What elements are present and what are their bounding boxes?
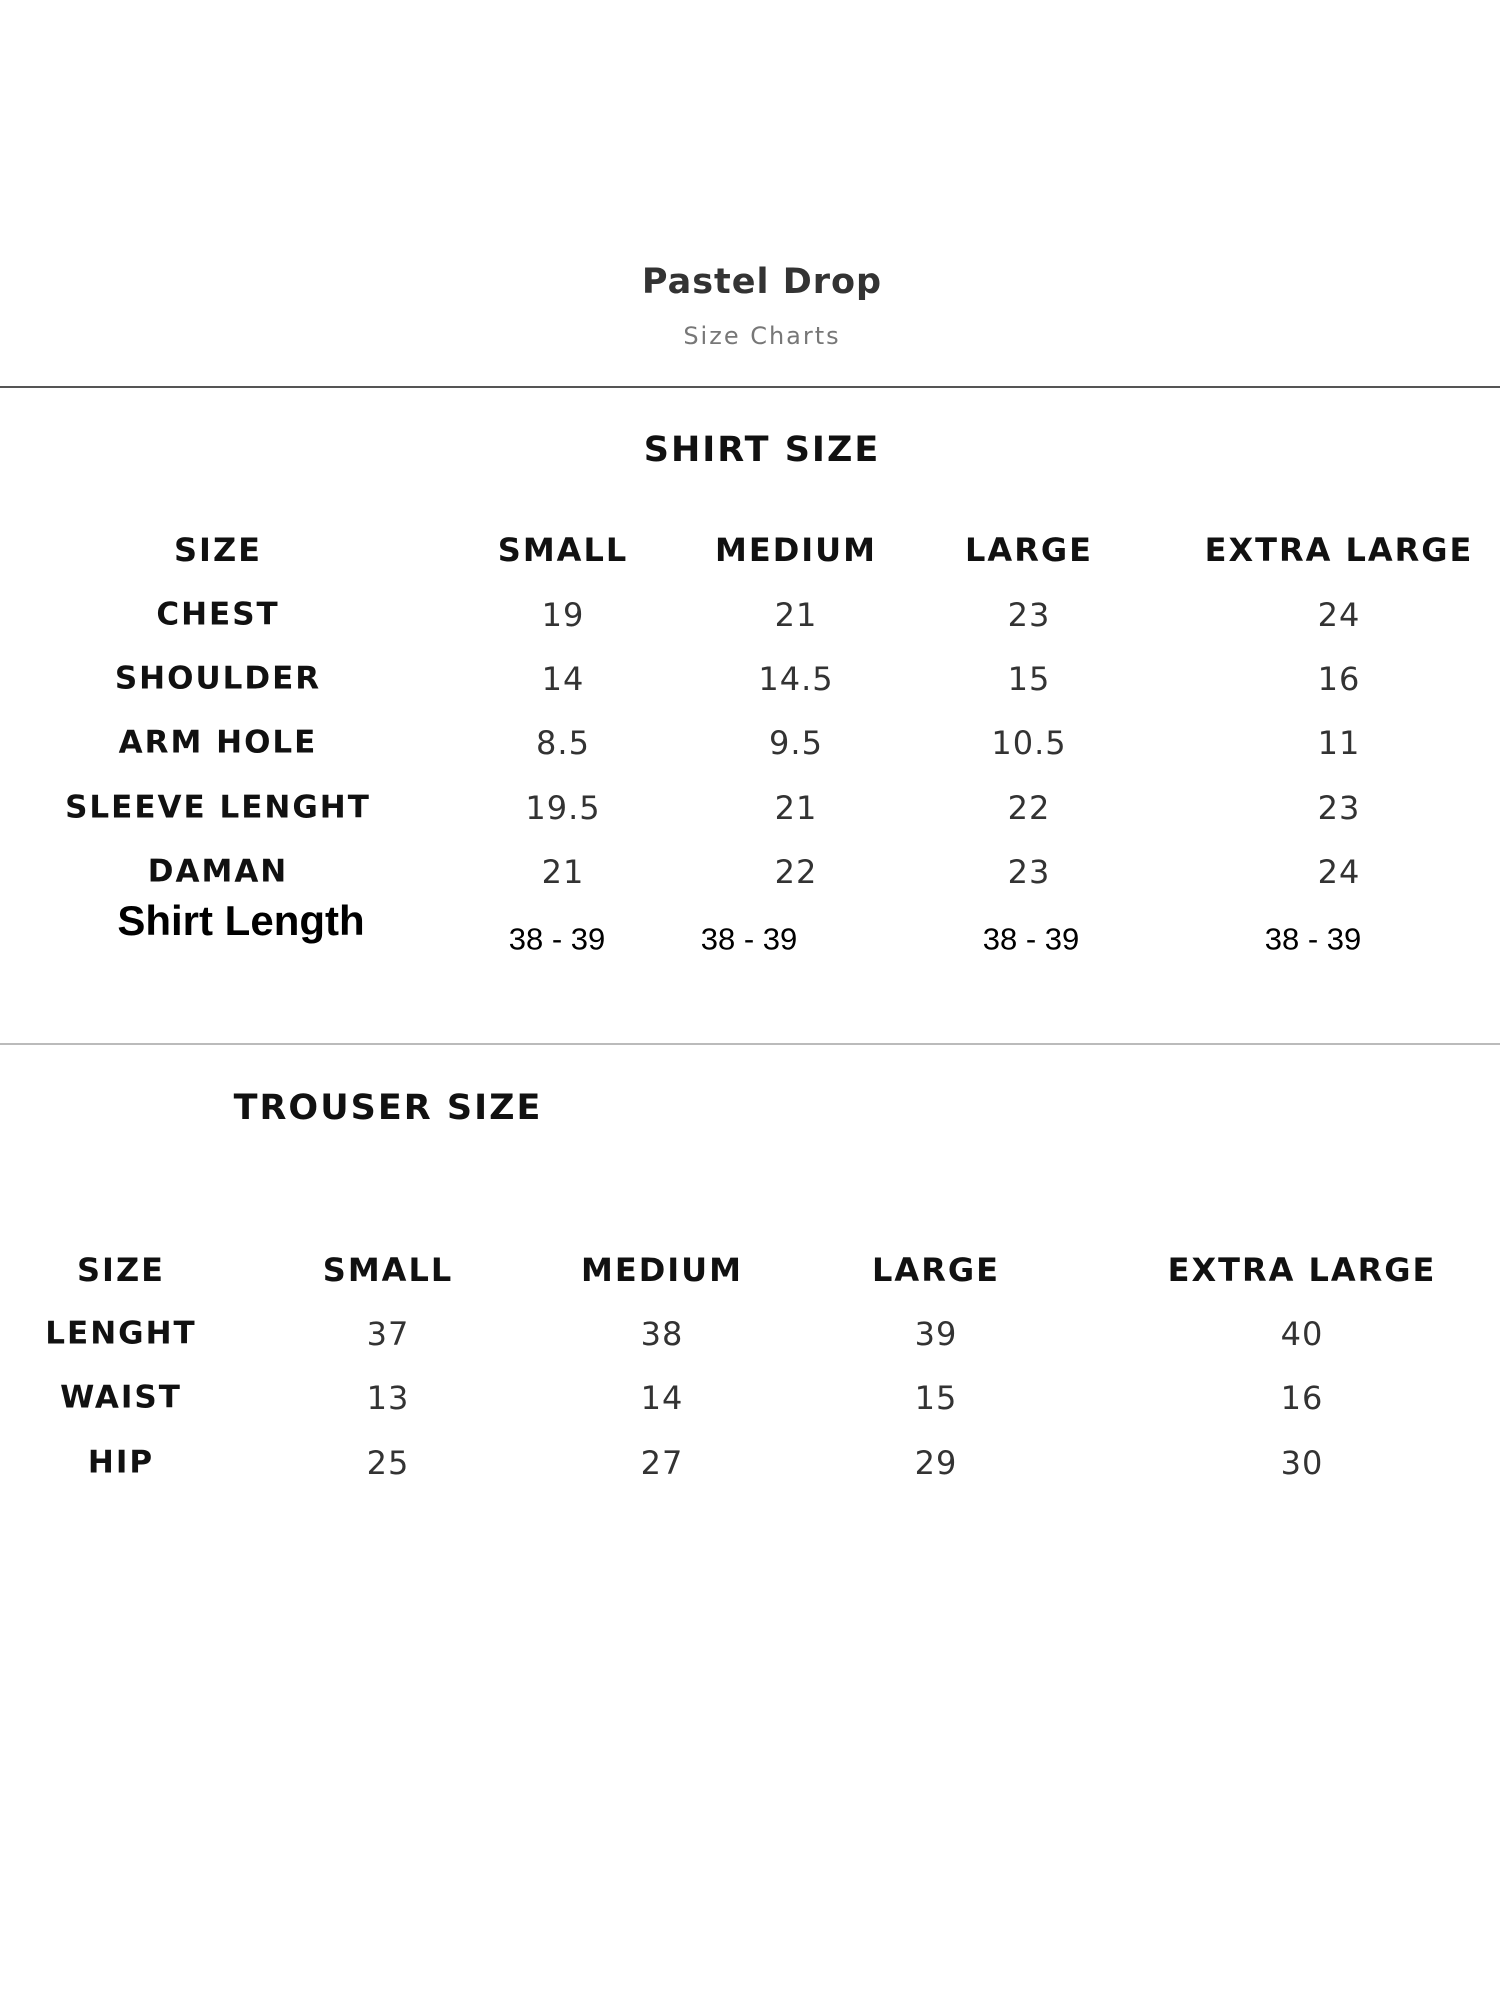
cell-value: 39 [914,1315,958,1353]
trouser-col-header-large: LARGE [872,1251,1000,1289]
cell-value: 16 [1280,1379,1324,1417]
cell-value: 10.5 [991,724,1067,762]
shirt-size-title: SHIRT SIZE [643,430,881,470]
trouser-col-header-medium: MEDIUM [581,1251,743,1289]
cell-value: 23 [1317,789,1361,827]
trouser-col-header-size: SIZE [76,1251,166,1289]
trouser-col-header-extra-large: EXTRA LARGE [1167,1251,1437,1289]
cell-value: 22 [774,853,818,891]
cell-value: 11 [1317,724,1361,762]
cell-value: 25 [366,1444,410,1482]
header-divider [0,386,1500,388]
shirt-col-header-small: SMALL [497,531,629,569]
cell-value: 15 [1007,660,1051,698]
cell-value: 9.5 [769,724,823,762]
cell-value: 14 [541,660,585,698]
trouser-size-title: TROUSER SIZE [233,1088,543,1128]
page-subtitle: Size Charts [683,322,841,350]
row-label: ARM HOLE [118,724,318,761]
cell-value: 14 [640,1379,684,1417]
cell-value: 21 [774,789,818,827]
shirt-col-header-extra-large: EXTRA LARGE [1204,531,1474,569]
brand-title: Pastel Drop [641,262,883,302]
cell-value: 38 [640,1315,684,1353]
cell-value: 38 - 39 [700,921,798,957]
cell-value: 27 [640,1444,684,1482]
cell-value: 30 [1280,1444,1324,1482]
row-label: LENGHT [45,1315,197,1352]
row-label: SLEEVE LENGHT [65,789,371,826]
cell-value: 19.5 [525,789,601,827]
section-divider [0,1043,1500,1045]
row-label: HIP [87,1444,155,1481]
row-label: SHOULDER [114,660,322,697]
cell-value: 13 [366,1379,410,1417]
cell-value: 24 [1317,596,1361,634]
row-label: WAIST [60,1379,182,1416]
cell-value: 23 [1007,596,1051,634]
row-label: DAMAN [147,853,289,890]
cell-value: 24 [1317,853,1361,891]
cell-value: 8.5 [536,724,590,762]
cell-value: 38 - 39 [508,921,606,957]
cell-value: 15 [914,1379,958,1417]
cell-value: 23 [1007,853,1051,891]
shirt-col-header-large: LARGE [965,531,1093,569]
shirt-col-header-size: SIZE [173,531,263,569]
cell-value: 16 [1317,660,1361,698]
cell-value: 21 [774,596,818,634]
cell-value: 19 [541,596,585,634]
shirt-col-header-medium: MEDIUM [715,531,877,569]
cell-value: 29 [914,1444,958,1482]
cell-value: 38 - 39 [982,921,1080,957]
row-label: CHEST [156,596,280,633]
trouser-col-header-small: SMALL [322,1251,454,1289]
row-label: Shirt Length [117,897,365,944]
cell-value: 14.5 [758,660,834,698]
cell-value: 22 [1007,789,1051,827]
cell-value: 38 - 39 [1264,921,1362,957]
cell-value: 21 [541,853,585,891]
cell-value: 37 [366,1315,410,1353]
cell-value: 40 [1280,1315,1324,1353]
